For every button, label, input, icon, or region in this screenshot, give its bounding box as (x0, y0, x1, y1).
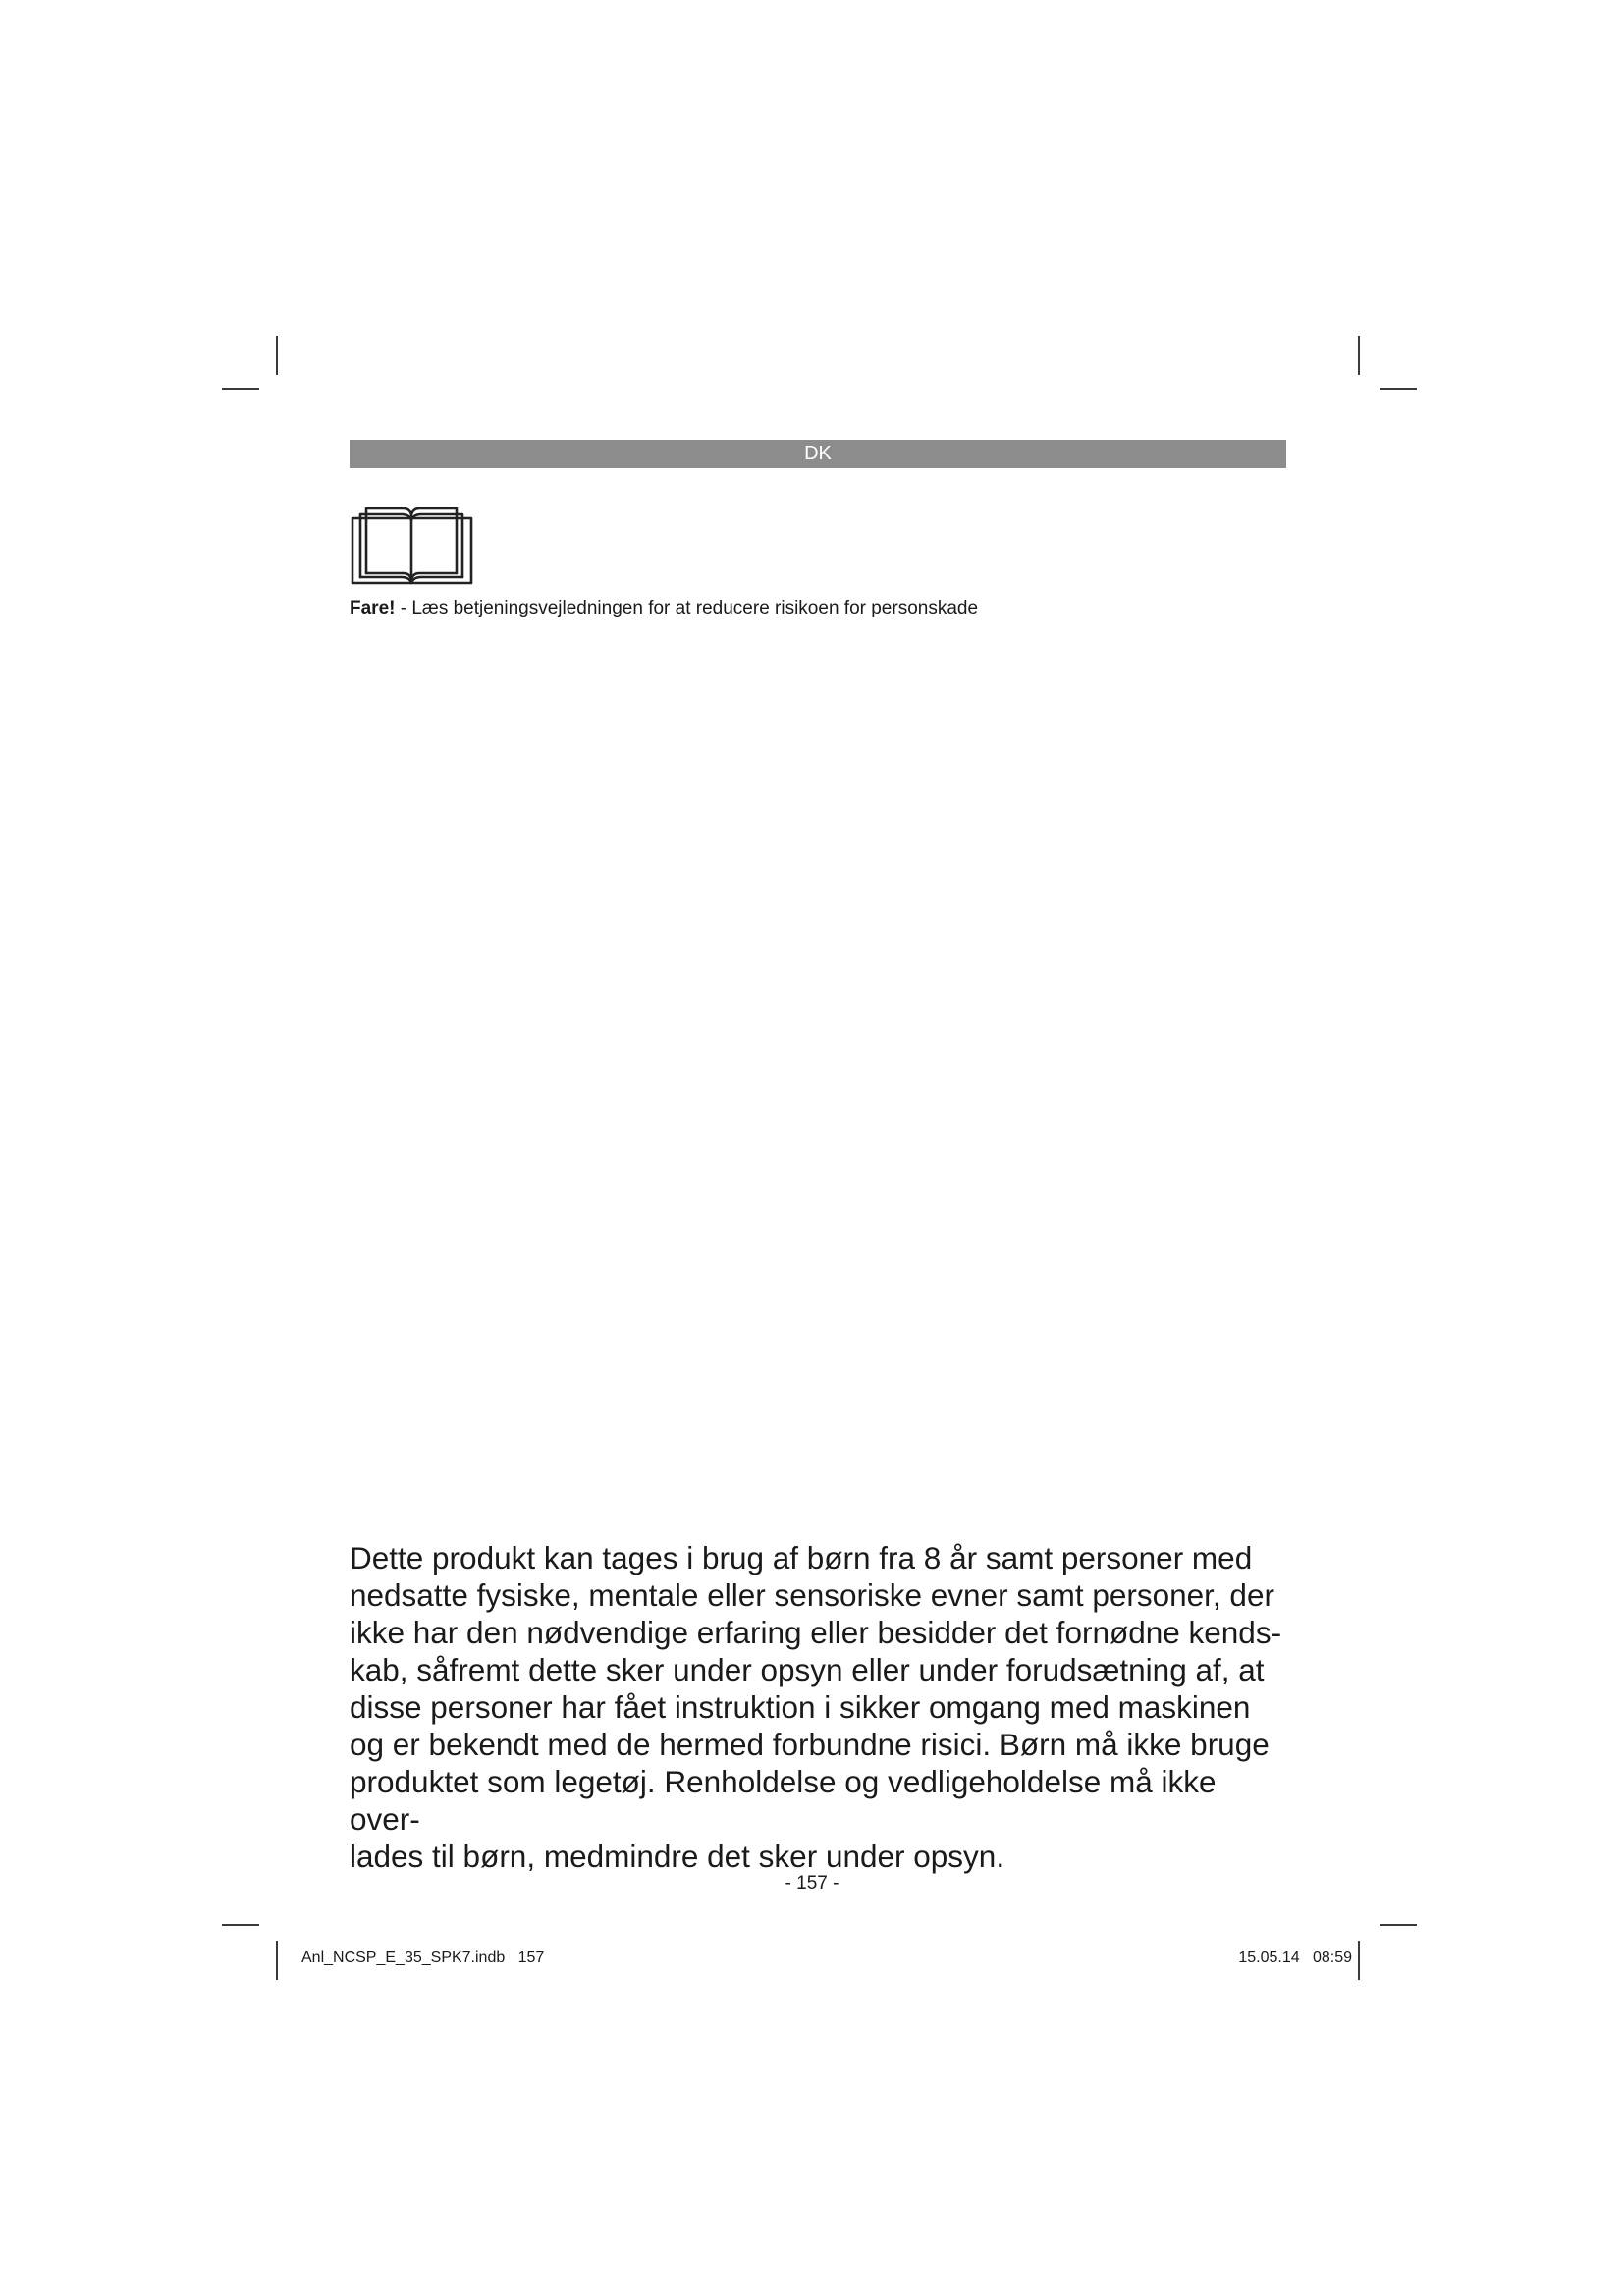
paragraph-line: lades til børn, medmindre det sker under opsyn. (350, 1839, 1005, 1874)
crop-mark-top-left-horizontal (222, 388, 259, 390)
paragraph-line: nedsatte fysiske, mentale eller sensoriske evner samt personer, der (350, 1577, 1274, 1613)
paragraph-line: Dette produkt kan tages i brug af børn fra 8 år samt personer med (350, 1540, 1253, 1575)
paragraph-line: kab, såfremt dette sker under opsyn eller under forudsætning af, at (350, 1652, 1265, 1687)
paragraph-line: disse personer har fået instruktion i sikker omgang med maskinen (350, 1689, 1251, 1725)
paragraph-line: ikke har den nødvendige erfaring eller besidder det fornødne kends- (350, 1615, 1282, 1650)
open-book-icon (351, 501, 473, 585)
language-header-bar (350, 440, 1286, 468)
danger-warning (350, 598, 978, 619)
crop-mark-top-left-vertical (276, 336, 278, 375)
footer-date-time: 15.05.14 08:59 (1238, 1949, 1352, 1966)
language-label: DK (804, 443, 832, 464)
crop-mark-bottom-left-horizontal (222, 1924, 259, 1926)
danger-label: Fare! (350, 598, 396, 618)
crop-mark-bottom-right-horizontal (1380, 1924, 1417, 1926)
crop-mark-bottom-left-vertical (276, 1941, 278, 1980)
paragraph-line: produktet som legetøj. Renholdelse og vedligeholdelse må ikke over- (350, 1764, 1217, 1837)
crop-mark-top-right-horizontal (1380, 388, 1417, 390)
safety-paragraph (350, 1539, 1292, 1875)
danger-text: - Læs betjeningsvejledningen for at reducere risikoen for personskade (395, 598, 979, 618)
paragraph-line: og er bekendt med de hermed forbundne risici. Børn må ikke bruge (350, 1727, 1270, 1762)
footer-file-info: Anl_NCSP_E_35_SPK7.indb 157 (301, 1949, 545, 1966)
crop-mark-bottom-right-vertical (1358, 1941, 1360, 1980)
crop-mark-top-right-vertical (1358, 336, 1360, 375)
page-number: - 157 - (785, 1873, 839, 1894)
